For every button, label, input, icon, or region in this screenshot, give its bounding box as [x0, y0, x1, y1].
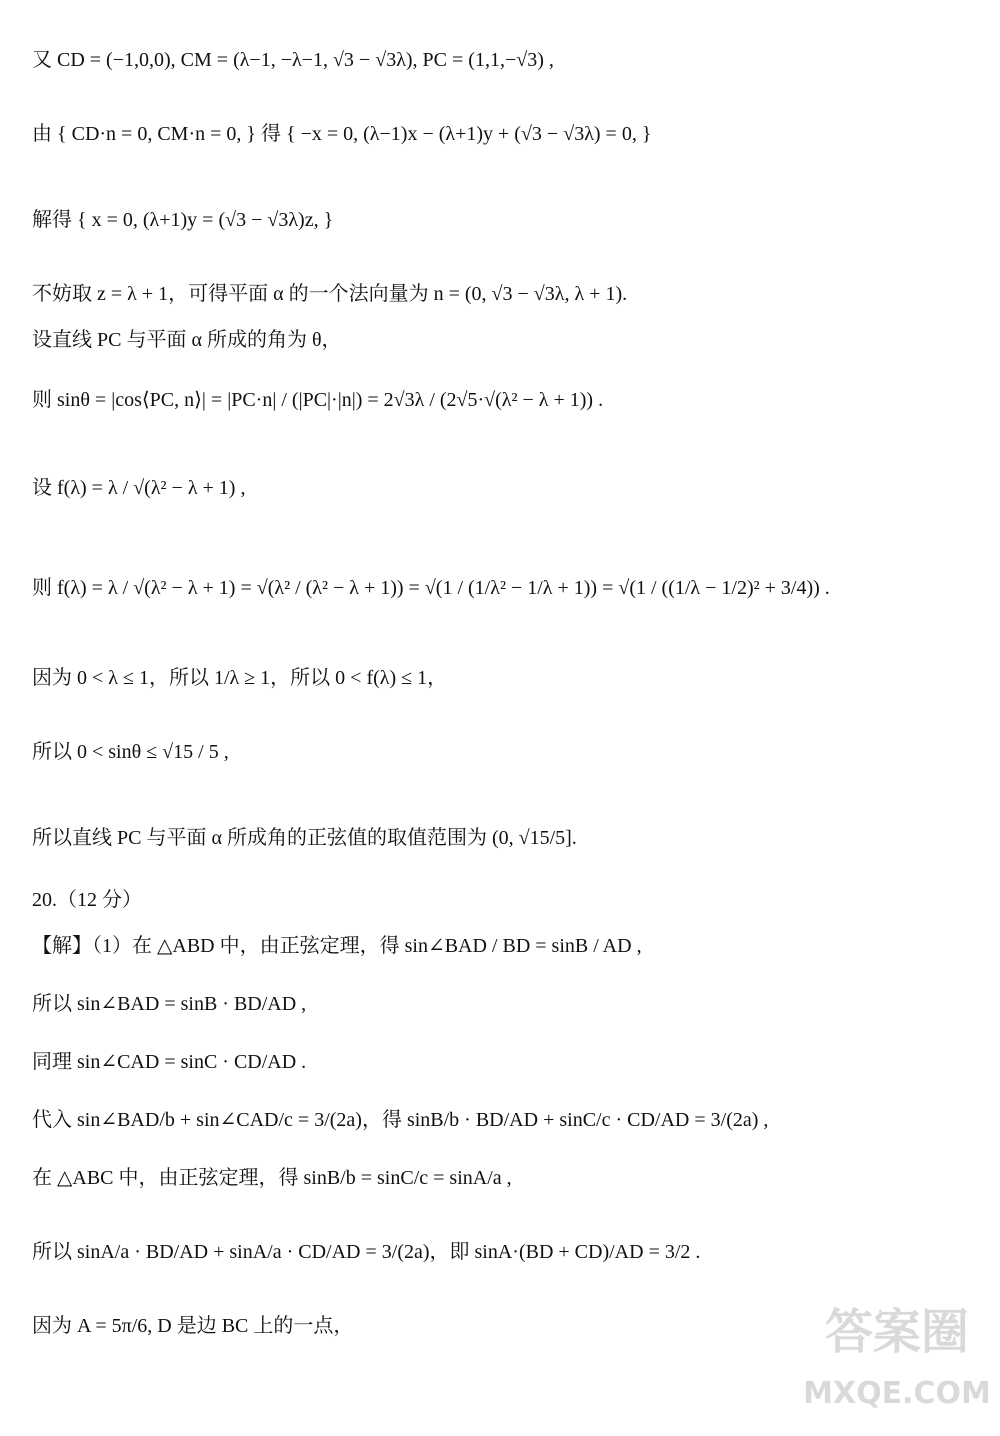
question-number: 20.（12 分） [32, 889, 142, 911]
text-line-19: 因为 A = 5π/6, D 是边 BC 上的一点， [32, 1315, 354, 1337]
text-line-16: 代入 sin∠BAD/b + sin∠CAD/c = 3/(2a)，得 sinB/b · BD/AD + sinC/c · CD/AD = 3/(2a) , [32, 1109, 769, 1131]
text-line-14: 所以 sin∠BAD = sinB · BD/AD , [32, 993, 307, 1015]
text-line-10: 所以 0 < sinθ ≤ √15 / 5 , [32, 741, 229, 763]
text-line-11: 所以直线 PC 与平面 α 所成角的正弦值的取值范围为 (0, √15/5]. [32, 827, 577, 849]
text-line-9: 因为 0 < λ ≤ 1，所以 1/λ ≥ 1，所以 0 < f(λ) ≤ 1， [32, 667, 448, 689]
text-line-18: 所以 sinA/a · BD/AD + sinA/a · CD/AD = 3/(2a)，即 sinA·(BD + CD)/AD = 3/2 . [32, 1241, 701, 1263]
text-line-1: 又 CD = (−1,0,0), CM = (λ−1, −λ−1, √3 − √3λ), PC = (1,1,−√3) , [32, 49, 554, 71]
text-line-2: 由 { CD·n = 0, CM·n = 0, } 得 { −x = 0, (λ−1)x − (λ+1)y + (√3 − √3λ) = 0, } [32, 123, 652, 145]
watermark-top-text: 答案圈 [824, 1304, 970, 1360]
text-line-4: 不妨取 z = λ + 1，可得平面 α 的一个法向量为 n = (0, √3 − √3λ, λ + 1). [32, 283, 628, 305]
text-line-7: 设 f(λ) = λ / √(λ² − λ + 1) , [32, 477, 246, 499]
watermark-logo [802, 1278, 992, 1428]
text-line-13: 【解】（1）在 △ABD 中，由正弦定理，得 sin∠BAD / BD = sinB / AD , [32, 935, 642, 957]
text-line-17: 在 △ABC 中，由正弦定理，得 sinB/b = sinC/c = sinA/a , [32, 1167, 512, 1189]
text-line-8: 则 f(λ) = λ / √(λ² − λ + 1) = √(λ² / (λ² − λ + 1)) = √(1 / (1/λ² − 1/λ + 1)) = √(1 / ((1/λ − 1/2)² + 3/4)) . [32, 577, 830, 599]
text-line-5: 设直线 PC 与平面 α 所成的角为 θ， [32, 329, 342, 351]
text-line-6: 则 sinθ = |cos⟨PC, n⟩| = |PC·n| / (|PC|·|n|) = 2√3λ / (2√5·√(λ² − λ + 1)) . [32, 389, 604, 411]
text-line-15: 同理 sin∠CAD = sinC · CD/AD . [32, 1051, 307, 1073]
watermark-bottom-text: MXQE.COM [803, 1376, 991, 1411]
text-line-3: 解得 { x = 0, (λ+1)y = (√3 − √3λ)z, } [32, 209, 334, 231]
